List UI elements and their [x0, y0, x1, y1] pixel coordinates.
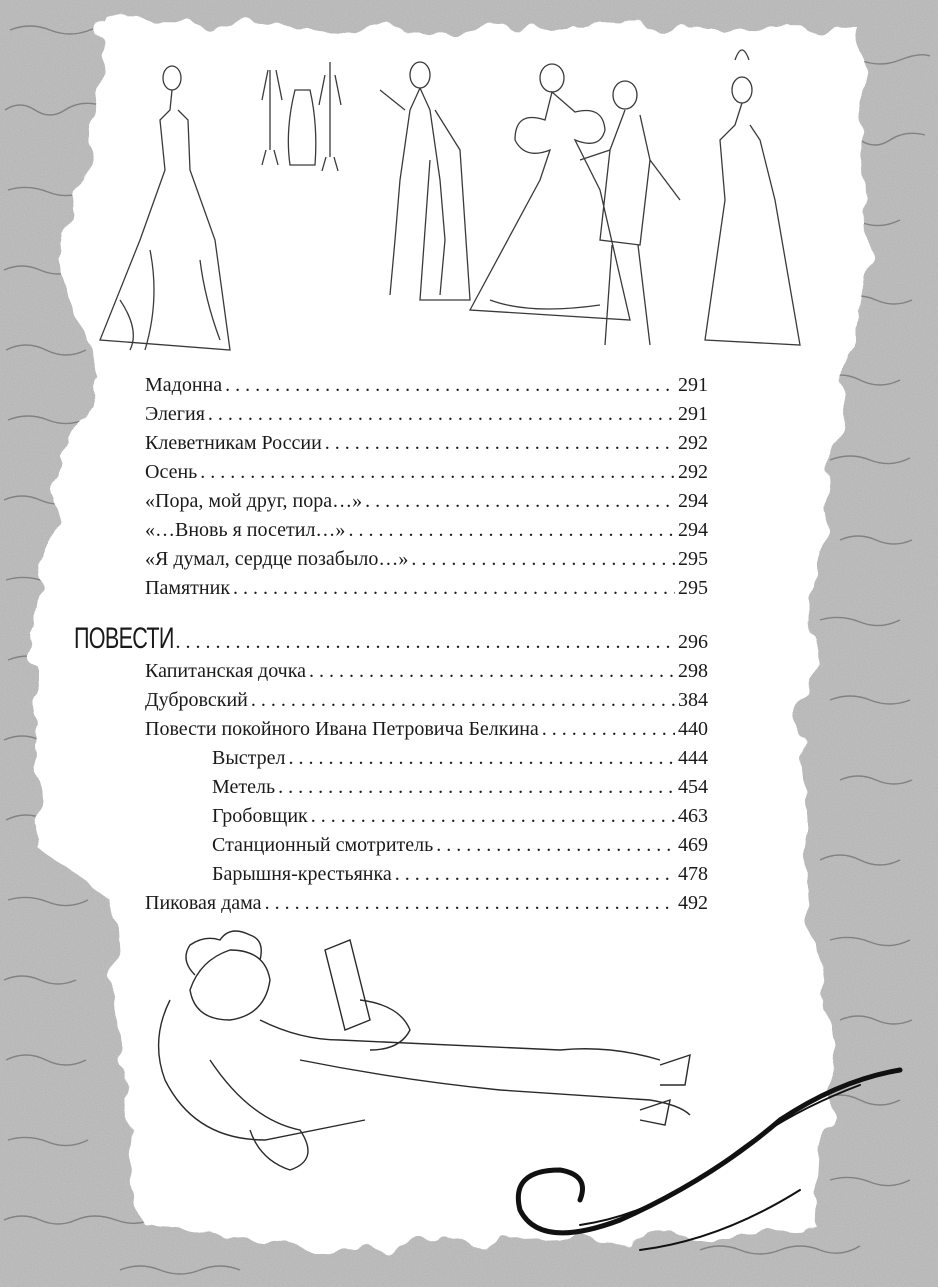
leader-dots — [348, 517, 675, 543]
toc-entry-title: «Пора, мой друг, пора…» — [145, 490, 363, 512]
toc-entry-page: 291 — [678, 403, 708, 425]
toc-entry[interactable] — [145, 372, 708, 398]
toc-entry-page: 295 — [678, 577, 708, 599]
toc-entry[interactable] — [145, 517, 708, 543]
toc-section-page: 296 — [678, 631, 708, 653]
toc-subentry[interactable] — [212, 774, 708, 800]
toc-entry[interactable] — [145, 488, 708, 514]
leader-dots — [289, 745, 676, 771]
leader-dots — [233, 575, 675, 601]
toc-entry-title: Элегия — [145, 403, 205, 425]
toc-subentry[interactable] — [212, 745, 708, 771]
leader-dots — [208, 401, 675, 427]
toc-entry[interactable] — [145, 546, 708, 572]
toc-entry[interactable] — [145, 401, 708, 427]
toc-entry-title: «Я думал, сердце позабыло…» — [145, 548, 409, 570]
leader-dots — [311, 803, 675, 829]
toc-entry-page: 292 — [678, 432, 708, 454]
leader-dots — [325, 430, 675, 456]
toc-entry-page: 294 — [678, 490, 708, 512]
toc-entry-title: Памятник — [145, 577, 231, 599]
toc-entry[interactable] — [145, 430, 708, 456]
leader-dots — [200, 459, 675, 485]
toc-entry[interactable] — [145, 716, 708, 742]
toc-entry-title: Повести покойного Ивана Петровича Белкина — [145, 718, 539, 740]
toc-entry-title: Осень — [145, 461, 198, 483]
toc-entry-title: Гробовщик — [212, 805, 308, 827]
leader-dots — [411, 546, 675, 572]
toc-entry-page: 492 — [678, 892, 708, 914]
toc-entry-page: 454 — [678, 776, 708, 798]
toc-section-title: ПОВЕСТИ — [74, 622, 174, 655]
toc-entry-page: 295 — [678, 548, 708, 570]
toc-entry-title: Барышня-крестьянка — [212, 863, 392, 885]
leader-dots — [309, 658, 675, 684]
toc-entry-page: 384 — [678, 689, 708, 711]
leader-dots — [542, 716, 675, 742]
leader-dots — [278, 774, 675, 800]
toc-subentry[interactable] — [212, 832, 708, 858]
toc-entry-title: Дубровский — [145, 689, 248, 711]
toc-entry-title: Пиковая дама — [145, 892, 262, 914]
toc-entry[interactable] — [145, 575, 708, 601]
toc-entry-page: 463 — [678, 805, 708, 827]
toc-entry-page: 478 — [678, 863, 708, 885]
toc-entry-title: «…Вновь я посетил…» — [145, 519, 346, 541]
toc-subentry[interactable] — [212, 861, 708, 887]
leader-dots — [395, 861, 675, 887]
toc-entry-title: Станционный смотритель — [212, 834, 434, 856]
toc-entry[interactable] — [145, 687, 708, 713]
toc-entry-title: Клеветникам России — [145, 432, 322, 454]
toc-entry[interactable] — [145, 890, 708, 916]
toc-entry-page: 298 — [678, 660, 708, 682]
toc-entry-title: Выстрел — [212, 747, 286, 769]
toc-section[interactable] — [74, 622, 708, 655]
toc-entry-page: 444 — [678, 747, 708, 769]
toc-entry-page: 440 — [678, 718, 708, 740]
toc-entry-title: Мадонна — [145, 374, 223, 396]
toc-entry[interactable] — [145, 459, 708, 485]
leader-dots — [225, 372, 675, 398]
leader-dots — [175, 629, 675, 655]
toc-entry-page: 469 — [678, 834, 708, 856]
toc-subentry[interactable] — [212, 803, 708, 829]
toc-entry-page: 291 — [678, 374, 708, 396]
toc-entry-title: Капитанская дочка — [145, 660, 307, 682]
toc-entry-page: 292 — [678, 461, 708, 483]
toc-entry[interactable] — [145, 658, 708, 684]
leader-dots — [251, 687, 675, 713]
toc-entry-title: Метель — [212, 776, 276, 798]
leader-dots — [436, 832, 675, 858]
toc-entry-page: 294 — [678, 519, 708, 541]
leader-dots — [365, 488, 675, 514]
leader-dots — [265, 890, 675, 916]
